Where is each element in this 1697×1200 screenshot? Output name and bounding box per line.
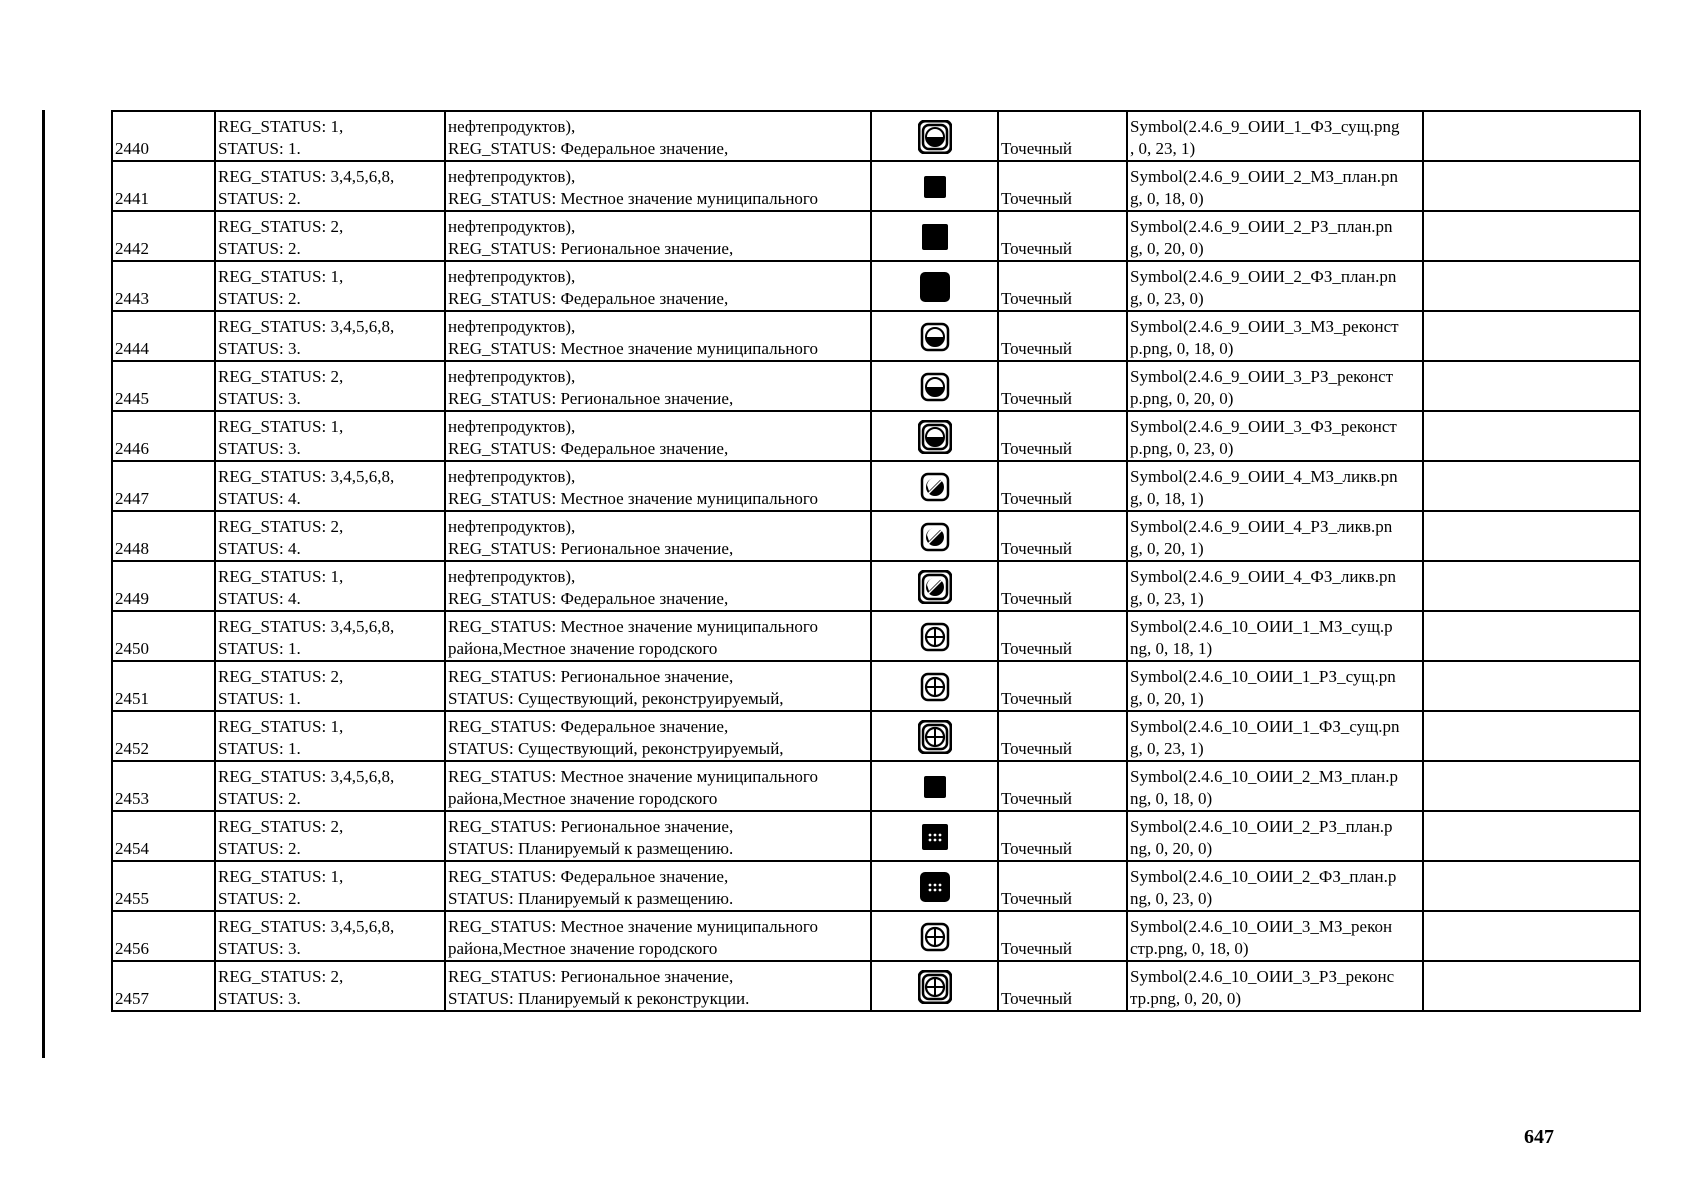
desc-line: REG_STATUS: Региональное значение, <box>448 817 734 836</box>
desc-line: нефтепродуктов), <box>448 217 576 236</box>
desc-line: района,Местное значение городского <box>448 639 718 658</box>
reg-line: REG_STATUS: 1, <box>218 267 344 286</box>
row-id-cell: 2454 <box>112 811 215 861</box>
file-line: g, 0, 20, 1) <box>1130 539 1204 558</box>
file-line: Symbol(2.4.6_10_ОИИ_3_МЗ_рекон <box>1130 917 1393 936</box>
desc-line: REG_STATUS: Местное значение муниципального <box>448 917 818 936</box>
symbol-file-cell <box>1127 311 1423 361</box>
reg-line: REG_STATUS: 3,4,5,6,8, <box>218 467 395 486</box>
geometry-type-cell: Точечный <box>998 861 1127 911</box>
crosshair-circle-frame-icon <box>918 720 952 760</box>
desc-line: REG_STATUS: Федеральное значение, <box>448 867 729 886</box>
status-cell <box>215 811 445 861</box>
desc-line: нефтепродуктов), <box>448 167 576 186</box>
desc-line: REG_STATUS: Местное значение муниципального <box>448 189 818 208</box>
file-line: Symbol(2.4.6_9_ОИИ_2_МЗ_план.pn <box>1130 167 1398 186</box>
file-line: g, 0, 23, 1) <box>1130 589 1204 608</box>
file-line: Symbol(2.4.6_9_ОИИ_4_РЗ_ликв.pn <box>1130 517 1393 536</box>
empty-cell <box>1423 111 1640 161</box>
description-cell <box>445 661 871 711</box>
reg-line: REG_STATUS: 3,4,5,6,8, <box>218 317 395 336</box>
symbol-file-cell <box>1127 161 1423 211</box>
desc-line: нефтепродуктов), <box>448 267 576 286</box>
reg-line: STATUS: 2. <box>218 289 301 308</box>
empty-cell <box>1423 761 1640 811</box>
desc-line: района,Местное значение городского <box>448 789 718 808</box>
row-id-cell: 2457 <box>112 961 215 1011</box>
symbol-file-cell <box>1127 861 1423 911</box>
geometry-type-cell: Точечный <box>998 561 1127 611</box>
file-line: Symbol(2.4.6_9_ОИИ_3_ФЗ_реконст <box>1130 417 1397 436</box>
reg-line: REG_STATUS: 1, <box>218 417 344 436</box>
reg-line: REG_STATUS: 3,4,5,6,8, <box>218 767 395 786</box>
desc-line: REG_STATUS: Региональное значение, <box>448 539 734 558</box>
row-id-cell: 2450 <box>112 611 215 661</box>
desc-line: REG_STATUS: Местное значение муниципального <box>448 617 818 636</box>
row-id-cell: 2456 <box>112 911 215 961</box>
file-line: Symbol(2.4.6_9_ОИИ_2_ФЗ_план.pn <box>1130 267 1397 286</box>
reg-line: REG_STATUS: 2, <box>218 517 344 536</box>
file-line: , 0, 23, 1) <box>1130 139 1196 158</box>
row-id-cell: 2455 <box>112 861 215 911</box>
description-cell <box>445 261 871 311</box>
crosshair-circle-icon <box>918 920 952 960</box>
row-id-cell: 2451 <box>112 661 215 711</box>
round-fill-lower-frame-icon <box>918 420 952 460</box>
symbol-cell <box>871 911 998 961</box>
reg-line: REG_STATUS: 2, <box>218 217 344 236</box>
symbol-cell <box>871 261 998 311</box>
reg-line: STATUS: 2. <box>218 189 301 208</box>
table-row <box>112 411 1640 461</box>
reg-line: STATUS: 2. <box>218 239 301 258</box>
symbol-cell <box>871 561 998 611</box>
desc-line: REG_STATUS: Региональное значение, <box>448 967 734 986</box>
row-id-cell: 2442 <box>112 211 215 261</box>
filled-square-dots-large-icon <box>918 870 952 910</box>
desc-line: REG_STATUS: Региональное значение, <box>448 239 734 258</box>
description-cell <box>445 861 871 911</box>
symbol-cell <box>871 311 998 361</box>
description-cell <box>445 811 871 861</box>
geometry-type-cell: Точечный <box>998 661 1127 711</box>
empty-cell <box>1423 211 1640 261</box>
reg-line: STATUS: 2. <box>218 839 301 858</box>
description-cell <box>445 711 871 761</box>
file-line: Symbol(2.4.6_9_ОИИ_2_РЗ_план.pn <box>1130 217 1393 236</box>
symbol-file-cell <box>1127 461 1423 511</box>
empty-cell <box>1423 961 1640 1011</box>
symbol-cell <box>871 511 998 561</box>
crosshair-circle-frame-icon <box>918 970 952 1010</box>
reg-line: REG_STATUS: 1, <box>218 567 344 586</box>
table-row <box>112 261 1640 311</box>
desc-line: REG_STATUS: Местное значение муниципального <box>448 489 818 508</box>
table-row <box>112 611 1640 661</box>
empty-cell <box>1423 911 1640 961</box>
desc-line: REG_STATUS: Региональное значение, <box>448 667 734 686</box>
row-id-cell: 2446 <box>112 411 215 461</box>
file-line: Symbol(2.4.6_10_ОИИ_1_МЗ_сущ.р <box>1130 617 1393 636</box>
empty-cell <box>1423 361 1640 411</box>
status-cell <box>215 461 445 511</box>
symbol-cell <box>871 611 998 661</box>
table-row <box>112 511 1640 561</box>
description-cell <box>445 911 871 961</box>
geometry-type-cell: Точечный <box>998 711 1127 761</box>
round-fill-lower-frame-icon <box>918 120 952 160</box>
reg-line: REG_STATUS: 1, <box>218 717 344 736</box>
round-fill-lower-icon <box>918 370 952 410</box>
empty-cell <box>1423 511 1640 561</box>
status-cell <box>215 211 445 261</box>
symbol-file-cell <box>1127 811 1423 861</box>
reg-line: STATUS: 3. <box>218 439 301 458</box>
reg-line: STATUS: 3. <box>218 339 301 358</box>
row-id-cell: 2452 <box>112 711 215 761</box>
symbol-file-cell <box>1127 661 1423 711</box>
symbol-cell <box>871 461 998 511</box>
filled-square-small-icon <box>918 170 952 210</box>
status-cell <box>215 311 445 361</box>
geometry-type-cell: Точечный <box>998 911 1127 961</box>
symbol-file-cell <box>1127 211 1423 261</box>
reg-line: REG_STATUS: 1, <box>218 867 344 886</box>
reg-line: STATUS: 3. <box>218 939 301 958</box>
reg-line: STATUS: 4. <box>218 489 301 508</box>
status-cell <box>215 411 445 461</box>
symbol-cell <box>871 861 998 911</box>
empty-cell <box>1423 661 1640 711</box>
desc-line: района,Местное значение городского <box>448 939 718 958</box>
reg-line: STATUS: 2. <box>218 789 301 808</box>
round-slash-icon <box>918 520 952 560</box>
desc-line: STATUS: Планируемый к размещению. <box>448 889 734 908</box>
status-cell <box>215 361 445 411</box>
status-cell <box>215 261 445 311</box>
file-line: ng, 0, 23, 0) <box>1130 889 1213 908</box>
file-line: g, 0, 23, 1) <box>1130 739 1204 758</box>
geometry-type-cell: Точечный <box>998 161 1127 211</box>
table-row <box>112 761 1640 811</box>
file-line: Symbol(2.4.6_9_ОИИ_3_МЗ_реконст <box>1130 317 1399 336</box>
empty-cell <box>1423 711 1640 761</box>
reg-line: STATUS: 3. <box>218 989 301 1008</box>
description-cell <box>445 211 871 261</box>
symbol-table <box>111 110 1641 1012</box>
reg-line: REG_STATUS: 3,4,5,6,8, <box>218 917 395 936</box>
desc-line: REG_STATUS: Региональное значение, <box>448 389 734 408</box>
table-row <box>112 161 1640 211</box>
crosshair-circle-icon <box>918 620 952 660</box>
file-line: Symbol(2.4.6_9_ОИИ_3_РЗ_реконст <box>1130 367 1394 386</box>
table-row <box>112 911 1640 961</box>
symbol-cell <box>871 811 998 861</box>
reg-line: REG_STATUS: 3,4,5,6,8, <box>218 617 395 636</box>
filled-square-dots-icon <box>918 820 952 860</box>
description-cell <box>445 561 871 611</box>
empty-cell <box>1423 561 1640 611</box>
symbol-file-cell <box>1127 111 1423 161</box>
file-line: стр.png, 0, 18, 0) <box>1130 939 1249 958</box>
file-line: ng, 0, 20, 0) <box>1130 839 1213 858</box>
status-cell <box>215 561 445 611</box>
reg-line: STATUS: 1. <box>218 639 301 658</box>
symbol-file-cell <box>1127 961 1423 1011</box>
reg-line: REG_STATUS: 3,4,5,6,8, <box>218 167 395 186</box>
geometry-type-cell: Точечный <box>998 811 1127 861</box>
description-cell <box>445 961 871 1011</box>
row-id-cell: 2445 <box>112 361 215 411</box>
desc-line: REG_STATUS: Федеральное значение, <box>448 439 729 458</box>
margin-rule <box>42 110 45 1058</box>
crosshair-circle-icon <box>918 670 952 710</box>
file-line: Symbol(2.4.6_10_ОИИ_2_МЗ_план.р <box>1130 767 1398 786</box>
file-line: Symbol(2.4.6_10_ОИИ_1_ФЗ_сущ.pn <box>1130 717 1400 736</box>
desc-line: STATUS: Планируемый к размещению. <box>448 839 734 858</box>
file-line: Symbol(2.4.6_10_ОИИ_2_ФЗ_план.р <box>1130 867 1397 886</box>
reg-line: STATUS: 3. <box>218 389 301 408</box>
desc-line: нефтепродуктов), <box>448 467 576 486</box>
desc-line: нефтепродуктов), <box>448 117 576 136</box>
symbol-cell <box>871 711 998 761</box>
geometry-type-cell: Точечный <box>998 511 1127 561</box>
desc-line: REG_STATUS: Федеральное значение, <box>448 717 729 736</box>
file-line: g, 0, 20, 0) <box>1130 239 1204 258</box>
description-cell <box>445 111 871 161</box>
file-line: Symbol(2.4.6_10_ОИИ_2_РЗ_план.р <box>1130 817 1393 836</box>
file-line: Symbol(2.4.6_10_ОИИ_3_РЗ_реконс <box>1130 967 1395 986</box>
file-line: ng, 0, 18, 1) <box>1130 639 1213 658</box>
geometry-type-cell: Точечный <box>998 461 1127 511</box>
symbol-cell <box>871 361 998 411</box>
desc-line: STATUS: Планируемый к реконструкции. <box>448 989 750 1008</box>
reg-line: REG_STATUS: 2, <box>218 817 344 836</box>
row-id-cell: 2440 <box>112 111 215 161</box>
status-cell <box>215 711 445 761</box>
empty-cell <box>1423 861 1640 911</box>
desc-line: нефтепродуктов), <box>448 417 576 436</box>
round-fill-lower-icon <box>918 320 952 360</box>
symbol-file-cell <box>1127 911 1423 961</box>
round-slash-frame-icon <box>918 570 952 610</box>
reg-line: REG_STATUS: 2, <box>218 367 344 386</box>
description-cell <box>445 761 871 811</box>
file-line: g, 0, 20, 1) <box>1130 689 1204 708</box>
table-row <box>112 111 1640 161</box>
status-cell <box>215 961 445 1011</box>
geometry-type-cell: Точечный <box>998 111 1127 161</box>
geometry-type-cell: Точечный <box>998 261 1127 311</box>
file-line: g, 0, 18, 0) <box>1130 189 1204 208</box>
empty-cell <box>1423 611 1640 661</box>
desc-line: нефтепродуктов), <box>448 567 576 586</box>
symbol-file-cell <box>1127 611 1423 661</box>
reg-line: STATUS: 1. <box>218 689 301 708</box>
reg-line: REG_STATUS: 1, <box>218 117 344 136</box>
description-cell <box>445 361 871 411</box>
file-line: р.png, 0, 20, 0) <box>1130 389 1234 408</box>
desc-line: STATUS: Существующий, реконструируемый, <box>448 689 784 708</box>
table-row <box>112 211 1640 261</box>
table-row <box>112 361 1640 411</box>
desc-line: REG_STATUS: Местное значение муниципального <box>448 339 818 358</box>
reg-line: STATUS: 2. <box>218 889 301 908</box>
row-id-cell: 2444 <box>112 311 215 361</box>
status-cell <box>215 111 445 161</box>
reg-line: REG_STATUS: 2, <box>218 667 344 686</box>
table-row <box>112 861 1640 911</box>
reg-line: STATUS: 4. <box>218 589 301 608</box>
description-cell <box>445 161 871 211</box>
symbol-cell <box>871 111 998 161</box>
description-cell <box>445 461 871 511</box>
empty-cell <box>1423 411 1640 461</box>
status-cell <box>215 911 445 961</box>
table-row <box>112 561 1640 611</box>
description-cell <box>445 411 871 461</box>
row-id-cell: 2443 <box>112 261 215 311</box>
symbol-cell <box>871 661 998 711</box>
filled-square-medium-icon <box>918 220 952 260</box>
table-row <box>112 461 1640 511</box>
reg-line: STATUS: 1. <box>218 739 301 758</box>
symbol-file-cell <box>1127 561 1423 611</box>
row-id-cell: 2453 <box>112 761 215 811</box>
geometry-type-cell: Точечный <box>998 611 1127 661</box>
desc-line: REG_STATUS: Федеральное значение, <box>448 589 729 608</box>
file-line: р.png, 0, 23, 0) <box>1130 439 1234 458</box>
reg-line: REG_STATUS: 2, <box>218 967 344 986</box>
file-line: g, 0, 23, 0) <box>1130 289 1204 308</box>
file-line: Symbol(2.4.6_9_ОИИ_1_ФЗ_сущ.png <box>1130 117 1400 136</box>
geometry-type-cell: Точечный <box>998 411 1127 461</box>
symbol-cell <box>871 411 998 461</box>
empty-cell <box>1423 261 1640 311</box>
desc-line: нефтепродуктов), <box>448 367 576 386</box>
empty-cell <box>1423 461 1640 511</box>
desc-line: STATUS: Существующий, реконструируемый, <box>448 739 784 758</box>
file-line: Symbol(2.4.6_9_ОИИ_4_МЗ_ликв.pn <box>1130 467 1398 486</box>
geometry-type-cell: Точечный <box>998 361 1127 411</box>
desc-line: REG_STATUS: Местное значение муниципального <box>448 767 818 786</box>
file-line: тр.png, 0, 20, 0) <box>1130 989 1242 1008</box>
symbol-file-cell <box>1127 711 1423 761</box>
row-id-cell: 2447 <box>112 461 215 511</box>
geometry-type-cell: Точечный <box>998 211 1127 261</box>
status-cell <box>215 161 445 211</box>
symbol-file-cell <box>1127 261 1423 311</box>
empty-cell <box>1423 311 1640 361</box>
symbol-cell <box>871 761 998 811</box>
file-line: Symbol(2.4.6_9_ОИИ_4_ФЗ_ликв.pn <box>1130 567 1396 586</box>
status-cell <box>215 761 445 811</box>
table-row <box>112 811 1640 861</box>
file-line: Symbol(2.4.6_10_ОИИ_1_РЗ_сущ.pn <box>1130 667 1396 686</box>
status-cell <box>215 511 445 561</box>
geometry-type-cell: Точечный <box>998 761 1127 811</box>
description-cell <box>445 611 871 661</box>
row-id-cell: 2448 <box>112 511 215 561</box>
empty-cell <box>1423 161 1640 211</box>
empty-cell <box>1423 811 1640 861</box>
row-id-cell: 2441 <box>112 161 215 211</box>
symbol-file-cell <box>1127 361 1423 411</box>
status-cell <box>215 661 445 711</box>
file-line: g, 0, 18, 1) <box>1130 489 1204 508</box>
desc-line: REG_STATUS: Федеральное значение, <box>448 139 729 158</box>
round-slash-icon <box>918 470 952 510</box>
symbol-cell <box>871 161 998 211</box>
table-row <box>112 311 1640 361</box>
table-row <box>112 711 1640 761</box>
table-row <box>112 961 1640 1011</box>
filled-square-small-icon <box>918 770 952 810</box>
symbol-cell <box>871 961 998 1011</box>
symbol-file-cell <box>1127 511 1423 561</box>
geometry-type-cell: Точечный <box>998 311 1127 361</box>
page-number: 647 <box>1524 1126 1554 1148</box>
desc-line: нефтепродуктов), <box>448 517 576 536</box>
status-cell <box>215 861 445 911</box>
symbol-cell <box>871 211 998 261</box>
reg-line: STATUS: 1. <box>218 139 301 158</box>
desc-line: REG_STATUS: Федеральное значение, <box>448 289 729 308</box>
table-row <box>112 661 1640 711</box>
description-cell <box>445 311 871 361</box>
reg-line: STATUS: 4. <box>218 539 301 558</box>
file-line: ng, 0, 18, 0) <box>1130 789 1213 808</box>
filled-square-large-icon <box>918 270 952 310</box>
desc-line: нефтепродуктов), <box>448 317 576 336</box>
row-id-cell: 2449 <box>112 561 215 611</box>
description-cell <box>445 511 871 561</box>
status-cell <box>215 611 445 661</box>
file-line: р.png, 0, 18, 0) <box>1130 339 1234 358</box>
geometry-type-cell: Точечный <box>998 961 1127 1011</box>
symbol-file-cell <box>1127 761 1423 811</box>
symbol-file-cell <box>1127 411 1423 461</box>
